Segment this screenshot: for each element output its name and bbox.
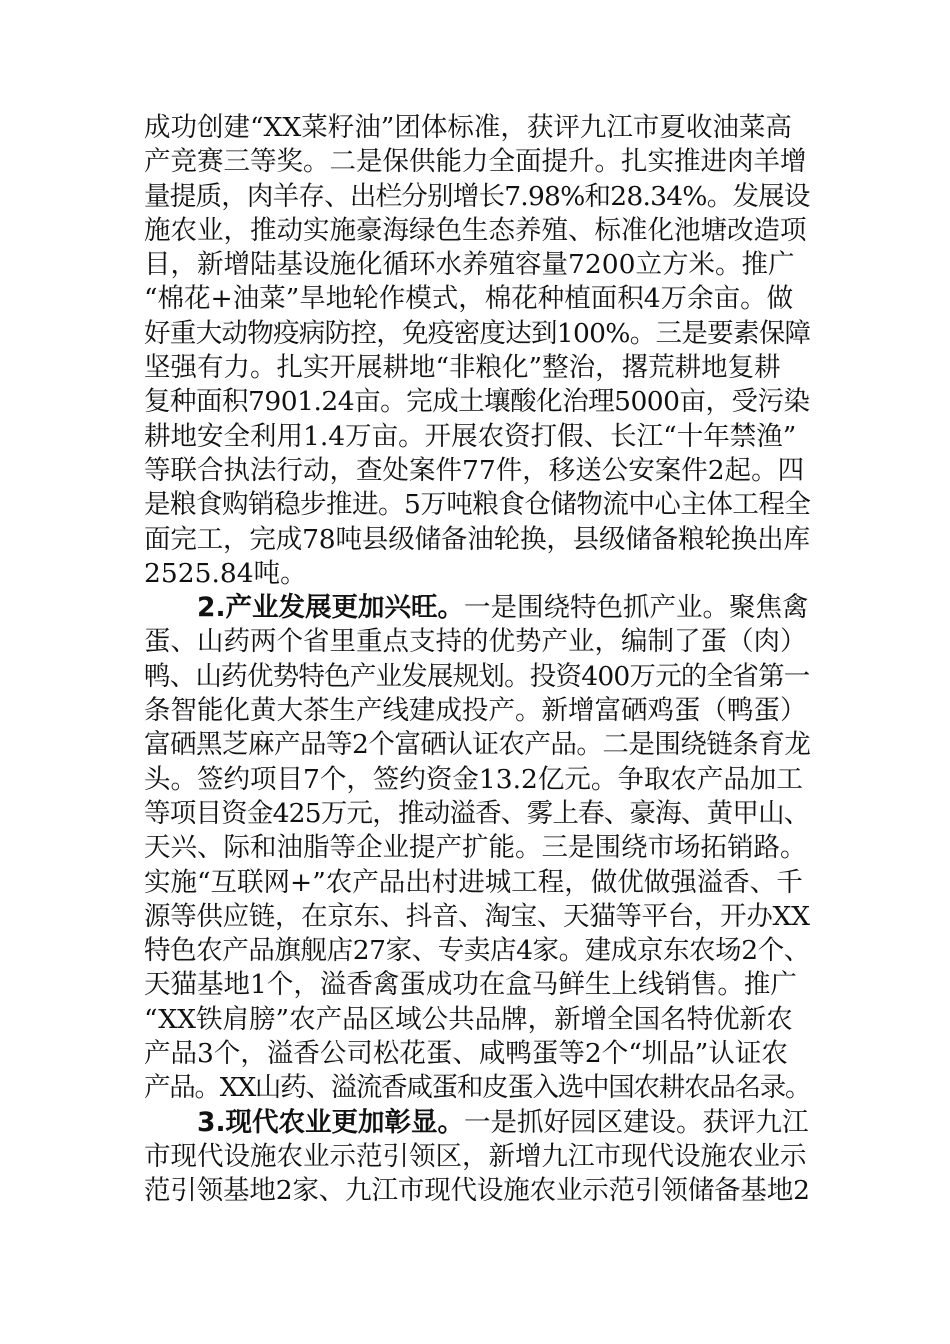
paragraph-3 (144, 1106, 810, 1209)
text-line: 量提质，肉羊存、出栏分别增长7.98%和28.34%。发展设 (144, 180, 810, 212)
text-line: “棉花+油菜”旱地轮作模式，棉花种植面积4万余亩。做 (144, 283, 794, 315)
text-line: 耕地安全利用1.4万亩。开展农资打假、长江“十年禁渔” (144, 420, 797, 452)
text-line: 实施“互联网+”农产品出村进城工程，做优做强溢香、千 (144, 866, 803, 898)
section-heading: 3.现代农业更加彰显。 (197, 1106, 465, 1138)
text-line: 等联合执法行动，查处案件77件，移送公安案件2起。四 (144, 454, 805, 486)
text-line: 源等供应链，在京东、抖音、淘宝、天猫等平台，开办XX (144, 900, 810, 932)
text-line: 产竞赛三等奖。二是保供能力全面提升。扎实推进肉羊增 (144, 146, 807, 178)
document-page (144, 111, 810, 1209)
text-line: 范引领基地2家、九江市现代设施农业示范引领储备基地2 (144, 1175, 810, 1207)
text-line (144, 1106, 810, 1140)
text-line: 特色农产品旗舰店27家、专卖店4家。建成京东农场2个、 (144, 935, 810, 967)
text-line: 面完工，完成78吨县级储备油轮换，县级储备粮轮换出库 (144, 523, 810, 555)
text-line: 是粮食购销稳步推进。5万吨粮食仓储物流中心主体工程全 (144, 489, 811, 521)
text-line: 复种面积7901.24亩。完成土壤酸化治理5000亩，受污染 (144, 386, 810, 418)
text-line: 施农业，推动实施豪海绿色生态养殖、标准化池塘改造项 (144, 214, 807, 246)
text-line: 成功创建“XX菜籽油”团体标准，获评九江市夏收油菜高 (144, 112, 792, 143)
text-line (144, 591, 810, 625)
text-line: 鸭、山药优势特色产业发展规划。投资400万元的全省第一 (144, 660, 810, 692)
text-line: 天兴、际和油脂等企业提产扩能。三是围绕市场拓销路。 (144, 832, 807, 864)
paragraph-1 (144, 111, 810, 591)
text-line: 产品3个，溢香公司松花蛋、咸鸭蛋等2个“圳品”认证农 (144, 1038, 788, 1070)
section-heading: 2.产业发展更加兴旺。 (197, 592, 465, 624)
text-span: 一是抓好园区建设。获评九江 (464, 1106, 809, 1138)
text-line: 好重大动物疫病防控，免疫密度达到100%。三是要素保障 (144, 317, 811, 349)
text-line: 目，新增陆基设施化循环水养殖容量7200立方米。推广 (144, 249, 795, 281)
text-span: 一是围绕特色抓产业。聚焦禽 (464, 592, 809, 624)
text-line: 产品。XX山药、溢流香咸蛋和皮蛋入选中国农耕农品名录。 (144, 1072, 811, 1104)
text-line: 等项目资金425万元，推动溢香、雾上春、豪海、黄甲山、 (144, 797, 810, 829)
text-line: 2525.84吨。 (144, 557, 307, 589)
text-line: “XX铁肩膀”农产品区域公共品牌，新增全国名特优新农 (144, 1003, 793, 1035)
text-line: 天猫基地1个，溢香禽蛋成功在盒马鲜生上线销售。推广 (144, 969, 797, 1001)
text-line: 蛋、山药两个省里重点支持的优势产业，编制了蛋（肉） (144, 626, 807, 658)
text-line: 富硒黑芝麻产品等2个富硒认证农产品。二是围绕链条育龙 (144, 729, 811, 761)
paragraph-2 (144, 591, 810, 1105)
text-line: 条智能化黄大茶生产线建成投产。新增富硒鸡蛋（鸭蛋） (144, 695, 807, 727)
text-line: 头。签约项目7个，签约资金13.2亿元。争取农产品加工 (144, 763, 803, 795)
text-line: 坚强有力。扎实开展耕地“非粮化”整治，撂荒耕地复耕 (144, 352, 781, 384)
text-line: 市现代设施农业示范引领区，新增九江市现代设施农业示 (144, 1140, 807, 1172)
